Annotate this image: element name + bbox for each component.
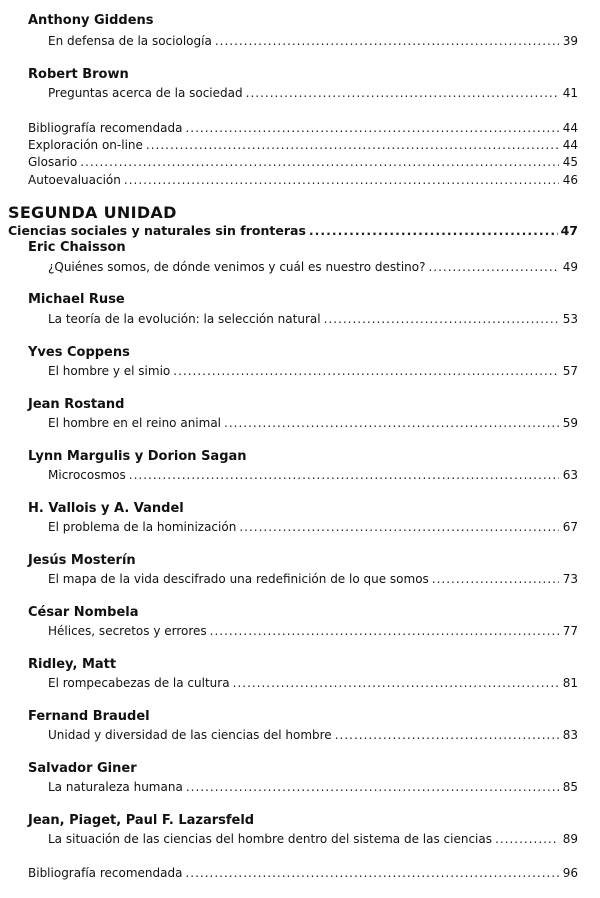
author-name: Fernand Braudel [28,709,150,724]
dot-leader [324,311,559,327]
page-number: 96 [562,866,578,880]
dot-leader [309,223,558,239]
entry-title: Bibliografía recomendada [28,866,183,880]
dot-leader [80,154,559,170]
author-name: Anthony Giddens [28,13,154,28]
toc-entry[interactable] [48,467,578,483]
entry-title: Exploración on-line [28,138,143,152]
work-title: El rompecabezas de la cultura [48,676,230,690]
page-number: 81 [562,676,578,690]
dot-leader [428,259,559,275]
dot-leader [432,571,559,587]
page-number: 77 [562,624,578,638]
unit-subtitle: Ciencias sociales y naturales sin fronteras [8,223,306,238]
toc-entry[interactable] [48,415,578,431]
author-name: Robert Brown [28,67,129,82]
toc-entry-bibliography[interactable] [28,865,578,881]
toc-entry-bibliography[interactable] [28,120,578,136]
toc-entry-exploration[interactable] [28,137,578,153]
unit-heading: SEGUNDA UNIDAD [8,203,177,222]
work-title: El hombre en el reino animal [48,416,222,430]
toc-entry-glossary[interactable] [28,154,578,170]
page-number: 45 [562,155,578,169]
work-title: Microcosmos [48,468,126,482]
author-name: César Nombela [28,605,139,620]
toc-entry[interactable] [48,831,578,847]
dot-leader [129,467,559,483]
dot-leader [124,172,559,188]
dot-leader [233,675,559,691]
toc-entry[interactable] [48,623,578,639]
toc-entry[interactable] [48,85,578,101]
page-number: 85 [562,780,578,794]
dot-leader [146,137,559,153]
author-name: Jean Rostand [28,397,125,412]
page-number: 67 [562,520,578,534]
author-name: Eric Chaisson [28,240,126,255]
dot-leader [210,623,559,639]
toc-entry[interactable] [48,519,578,535]
page-number: 46 [562,173,578,187]
dot-leader [224,415,559,431]
toc-entry[interactable] [48,727,578,743]
page-number: 83 [562,728,578,742]
page-number: 47 [560,223,578,238]
toc-entry[interactable] [48,675,578,691]
entry-title: Autoevaluación [28,173,121,187]
work-title: El problema de la hominización [48,520,237,534]
author-name: Ridley, Matt [28,657,117,672]
author-name: Lynn Margulis y Dorion Sagan [28,449,247,464]
dot-leader [173,363,559,379]
work-title: El hombre y el simio [48,364,171,378]
work-title: Unidad y diversidad de las ciencias del hombre [48,728,332,742]
work-title: ¿Quiénes somos, de dónde venimos y cuál es nuestro destino? [48,260,426,274]
toc-entry[interactable] [48,311,578,327]
toc-entry[interactable] [48,33,578,49]
dot-leader [185,865,559,881]
page-number: 49 [562,260,578,274]
dot-leader [215,33,559,49]
dot-leader [186,779,559,795]
page-number: 44 [562,138,578,152]
work-title: La situación de las ciencias del hombre dentro del sistema de las ciencias [48,832,492,846]
work-title: El mapa de la vida descifrado una redefinición de lo que somos [48,572,429,586]
toc-entry[interactable] [48,363,578,379]
page-number: 89 [562,832,578,846]
work-title: Hélices, secretos y errores [48,624,207,638]
author-name: H. Vallois y A. Vandel [28,501,184,516]
author-name: Michael Ruse [28,292,125,307]
work-title: La teoría de la evolución: la selección natural [48,312,321,326]
dot-leader [239,519,559,535]
entry-title: Glosario [28,155,78,169]
page-number: 63 [562,468,578,482]
author-name: Yves Coppens [28,345,130,360]
dot-leader [185,120,559,136]
toc-entry[interactable] [48,779,578,795]
work-title: En defensa de la sociología [48,34,212,48]
page-number: 39 [562,34,578,48]
toc-entry-self-assessment[interactable] [28,172,578,188]
page-number: 57 [562,364,578,378]
work-title: La naturaleza humana [48,780,183,794]
author-name: Salvador Giner [28,761,137,776]
dot-leader [335,727,559,743]
unit-subtitle-entry[interactable] [8,223,578,239]
page-number: 44 [562,121,578,135]
page-number: 59 [562,416,578,430]
toc-entry[interactable] [48,259,578,275]
toc-entry[interactable] [48,571,578,587]
work-title: Preguntas acerca de la sociedad [48,86,243,100]
dot-leader [246,85,559,101]
author-name: Jesús Mosterín [28,553,136,568]
page-number: 41 [562,86,578,100]
page-number: 73 [562,572,578,586]
author-name: Jean, Piaget, Paul F. Lazarsfeld [28,813,255,828]
page-number: 53 [562,312,578,326]
entry-title: Bibliografía recomendada [28,121,183,135]
dot-leader [495,831,559,847]
